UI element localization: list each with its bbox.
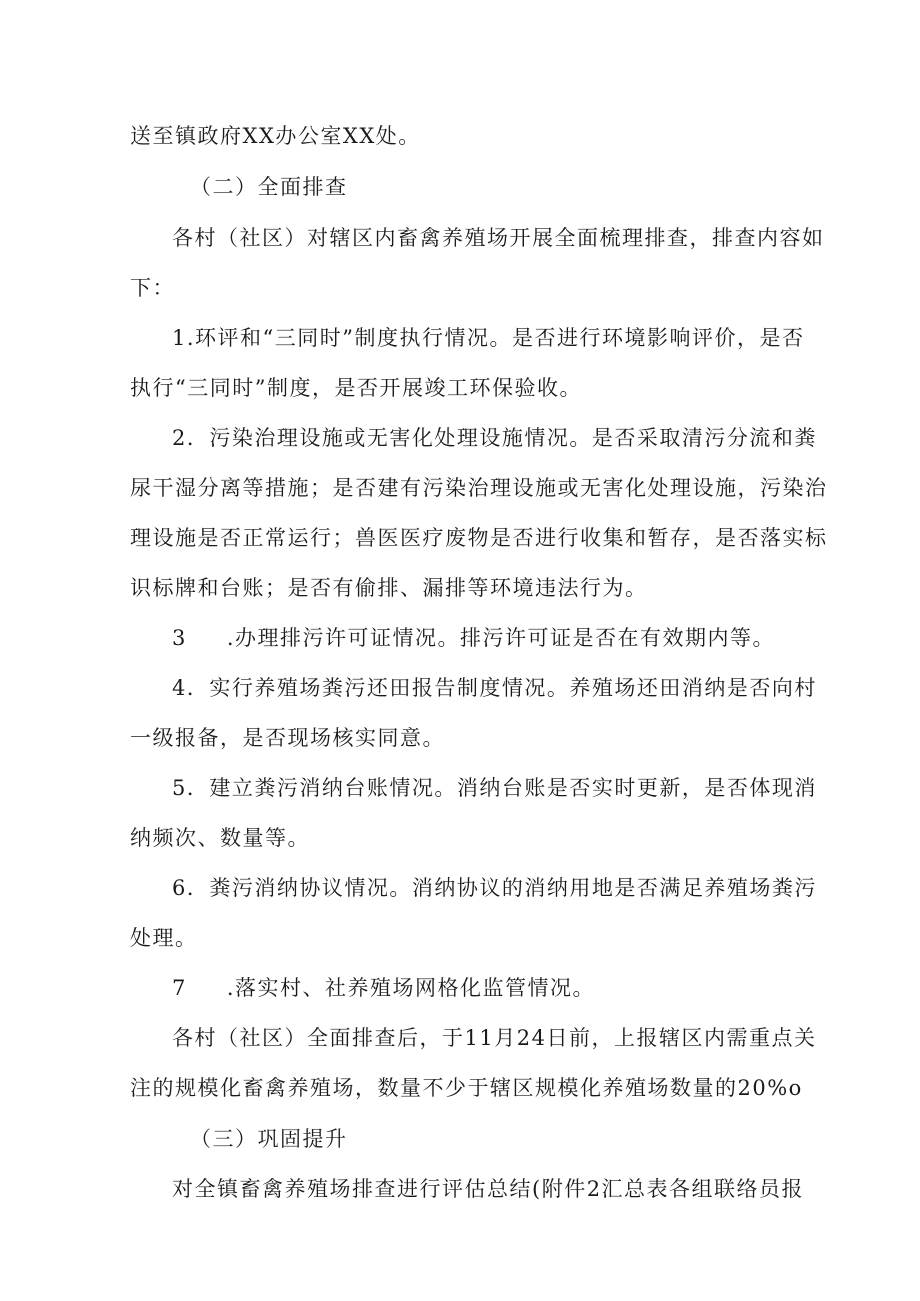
paragraph-line: 各村（社区）对辖区内畜禽养殖场开展全面梳理排查，排查内容如 <box>172 226 825 250</box>
paragraph-line: 处理。 <box>130 926 198 950</box>
paragraph-line: 一级报备，是否现场核实同意。 <box>130 726 445 750</box>
list-number: 7 <box>172 976 187 1000</box>
list-item-4: 4．实行养殖场粪污还田报告制度情况。养殖场还田消纳是否向村 <box>172 676 817 700</box>
paragraph-line: 对全镇畜禽养殖场排查进行评估总结(附件2汇总表各组联络员报 <box>172 1177 805 1201</box>
list-item-3 <box>172 624 812 652</box>
list-item-2: 2．污染治理设施或无害化处理设施情况。是否采取清污分流和粪 <box>172 426 817 450</box>
list-number: 3 <box>172 626 187 650</box>
list-item-5: 5．建立粪污消纳台账情况。消纳台账是否实时更新，是否体现消 <box>172 776 817 800</box>
list-item-6: 6．粪污消纳协议情况。消纳协议的消纳用地是否满足养殖场粪污 <box>172 876 817 900</box>
paragraph-line: 理设施是否正常运行；兽医医疗废物是否进行收集和暂存，是否落实标 <box>130 526 828 550</box>
paragraph-line: 尿干湿分离等措施；是否建有污染治理设施或无害化处理设施，污染治 <box>130 476 828 500</box>
paragraph-line: 各村（社区）全面排查后，于11月24日前，上报辖区内需重点关 <box>172 1026 817 1050</box>
paragraph-line: 下： <box>130 276 175 300</box>
paragraph-line: 送至镇政府XX办公室XX处。 <box>130 124 421 148</box>
paragraph-line: 识标牌和台账；是否有偷排、漏排等环境违法行为。 <box>130 576 648 600</box>
paragraph-line: 纳频次、数量等。 <box>130 826 310 850</box>
section-heading-3: （三）巩固提升 <box>190 1127 348 1151</box>
list-text: .办理排污许可证情况。排污许可证是否在有效期内等。 <box>226 626 776 650</box>
paragraph-line: 执行“三同时”制度，是否开展竣工环保验收。 <box>130 376 582 400</box>
section-heading-2: （二）全面排查 <box>190 175 348 199</box>
list-text: .落实村、社养殖场网格化监管情况。 <box>226 976 596 1000</box>
paragraph-line: 注的规模化畜禽养殖场，数量不少于辖区规模化养殖场数量的20%o <box>130 1076 803 1100</box>
list-item-1: 1.环评和“三同时”制度执行情况。是否进行环境影响评价，是否 <box>172 326 805 350</box>
list-item-7 <box>172 974 812 1002</box>
